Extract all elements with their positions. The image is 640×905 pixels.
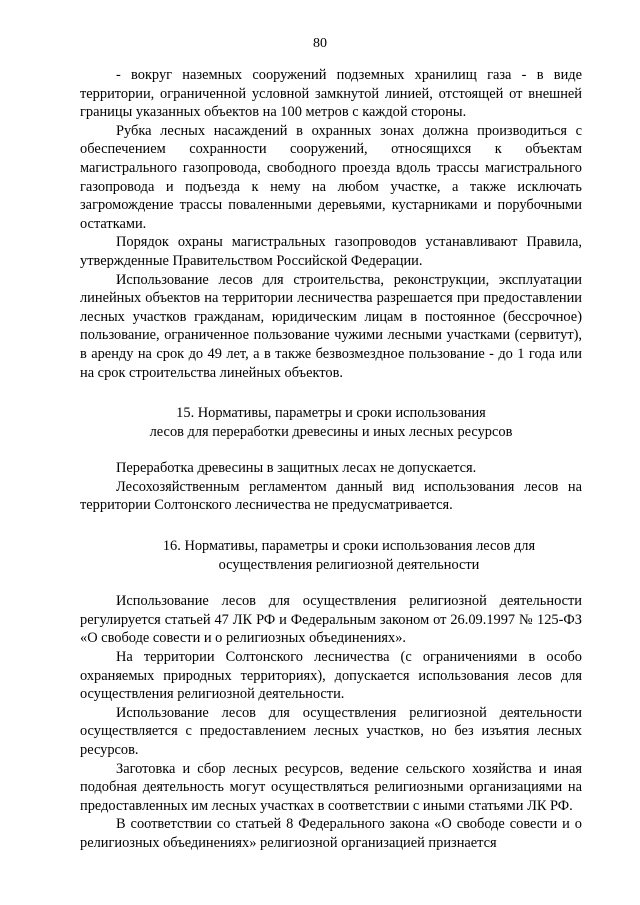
paragraph: Использование лесов для осуществления религиозной деятельности регулируется статьей 47 ЛК РФ и Федеральным законом от 26.09.1997 № 125-ФЗ «О свободе совести и о религиозных объединениях». — [80, 593, 582, 647]
paragraph: Использование лесов для строительства, реконструкции, эксплуатации линейных объектов на территории лесничества разрешается при предоставлении лесных участков гражданам, юридическим лицам в постоянное (бессрочное) пользование, ограниченное пользование чужими лесными участками (сервитут), в аренду на срок до 49 лет, а в также безвозмездное пользование - до 1 года или на срок строительства линейных объектов. — [80, 271, 582, 381]
paragraph: Порядок охраны магистральных газопроводов устанавливают Правила, утвержденные Правительством Российской Федерации. — [80, 234, 582, 269]
paragraph: Заготовка и сбор лесных ресурсов, ведение сельского хозяйства и иная подобная деятельность могут осуществляться религиозными организациями на предоставленных им лесных участках в соответствии с иными статьями ЛК РФ. — [80, 760, 582, 814]
document-body — [80, 66, 582, 853]
section-heading-line: 15. Нормативы, параметры и сроки использования — [176, 405, 486, 422]
paragraph: Рубка лесных насаждений в охранных зонах должна производиться с обеспечением сохранности сооружений, относящихся к объектам магистрального газопровода, свободного проезда вдоль трассы магистрального газопровода и подъезда к нему на любом участке, а также исключать загромождение трассы поваленными деревьями, кустарниками и порубочными остатками. — [80, 122, 582, 232]
page-number: 80 — [313, 36, 327, 51]
paragraph: Использование лесов для осуществления религиозной деятельности осуществляется с предоставлением лесных участков, но без изъятия лесных ресурсов. — [80, 704, 582, 758]
paragraph: На территории Солтонского лесничества (с ограничениями в особо охраняемых природных территориях), допускается использования лесов для осуществления религиозной деятельности. — [80, 649, 582, 703]
paragraph: В соответствии со статьей 8 Федерального закона «О свободе совести и о религиозных объединениях» религиозной организацией признается — [80, 816, 582, 851]
section-heading-line: 16. Нормативы, параметры и сроки использования лесов для — [162, 538, 536, 555]
section-heading-line: осуществления религиозной деятельности — [218, 556, 480, 573]
section-heading-line: лесов для переработки древесины и иных лесных ресурсов — [149, 423, 513, 440]
paragraph: - вокруг наземных сооружений подземных хранилищ газа - в виде территории, ограниченной условной замкнутой линией, отстоящей от внешней границы указанных объектов на 100 метров с каждой стороны. — [80, 67, 582, 121]
section-16-heading — [80, 537, 582, 574]
paragraph: Лесохозяйственным регламентом данный вид использования лесов на территории Солтонского лесничества не предусматривается. — [80, 478, 582, 514]
paragraph: Переработка древесины в защитных лесах не допускается. — [116, 460, 477, 477]
section-15-heading — [80, 404, 582, 441]
